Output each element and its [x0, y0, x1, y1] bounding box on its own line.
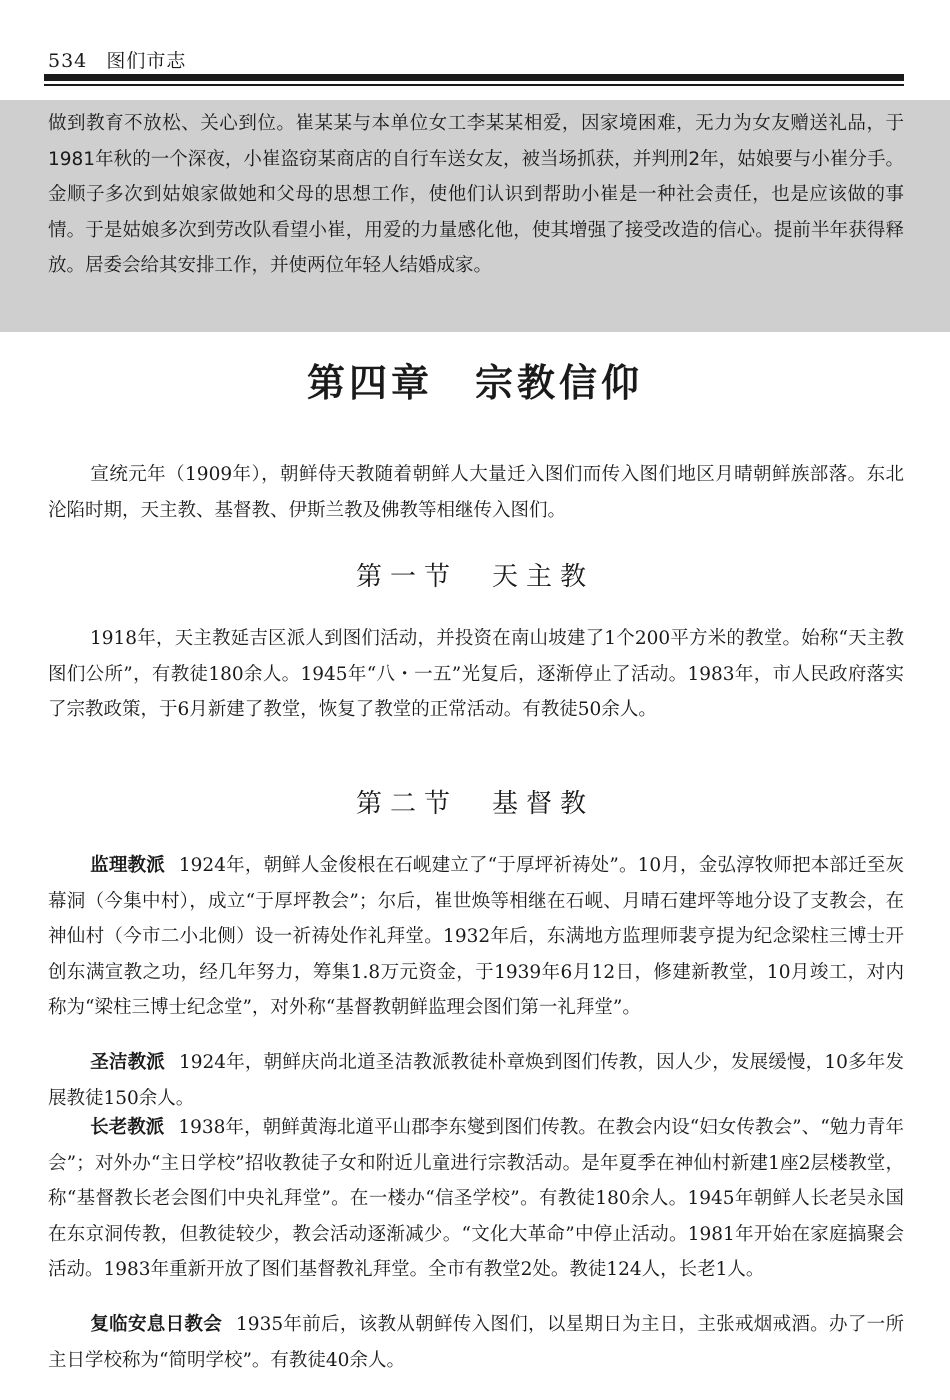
entry-text-adventist: 1935年前后，该教从朝鲜传入图们，以星期日为主日，主张戒烟戒酒。办了一所主日学校称为“简明学校”。有教徒40余人。 [48, 1314, 904, 1371]
chapter-intro-text: 宣统元年（1909年），朝鲜侍天教随着朝鲜人大量迁入图们而传入图们地区月晴朝鲜族部落。东北沦陷时期，天主教、基督教、伊斯兰教及佛教等相继传入图们。 [48, 464, 904, 521]
running-header [48, 46, 186, 73]
entry-lead-presbyterian: 长老教派 [90, 1117, 165, 1138]
section-title-catholicism: 第一节 天主教 [355, 562, 594, 592]
page-number: 534 [48, 50, 88, 72]
highlighted-region [0, 100, 950, 332]
section-title-christianity: 第二节 基督教 [355, 789, 594, 819]
entry-adventist [48, 1307, 904, 1378]
chapter-intro-paragraph [48, 457, 904, 528]
entry-text-presbyterian: 1938年，朝鲜黄海北道平山郡李东燮到图们传教。在教会内设“妇女传教会”、“勉力青年会”；对外办“主日学校”招收教徒子女和附近儿童进行宗教活动。是年夏季在神仙村新建1座2层楼教堂，称“基督教长老会图们中央礼拜堂”。在一楼办“信圣学校”。有教徒180余人。1945年朝鲜人长老吴永国在东京洞传教，但教徒较少，教会活动逐渐减少。“文化大革命”中停止活动。1981年开始在家庭搞聚会活动。1983年重新开放了图们基督教礼拜堂。全市有教堂2处。教徒124人，长老1人。 [48, 1117, 904, 1280]
entry-lead-adventist: 复临安息日教会 [90, 1314, 223, 1335]
entry-methodist [48, 848, 904, 1026]
entry-text-methodist: 1924年，朝鲜人金俊根在石岘建立了“于厚坪祈祷处”。10月，金弘淳牧师把本部迁至灰幕洞（今集中村），成立“于厚坪教会”；尔后，崔世焕等相继在石岘、月晴石建坪等地分设了支教会，在神仙村（今市二小北侧）设一祈祷处作礼拜堂。1932年后，东满地方监理师裴亨提为纪念梁柱三博士开创东满宣教之功，经几年努力，筹集1.8万元资金，于1939年6月12日，修建新教堂，10月竣工，对内称为“梁柱三博士纪念堂”，对外称“基督教朝鲜监理会图们第一礼拜堂”。 [48, 855, 904, 1018]
chapter-title: 第四章 宗教信仰 [306, 360, 643, 405]
entry-lead-methodist: 监理教派 [90, 855, 165, 876]
section1-text: 1918年，天主教延吉区派人到图们活动，并投资在南山坡建了1个200平方米的教堂。始称“天主教图们公所”，有教徒180余人。1945年“八・一五”光复后，逐渐停止了活动。1983年，市人民政府落实了宗教政策，于6月新建了教堂，恢复了教堂的正常活动。有教徒50余人。 [48, 628, 904, 720]
entry-lead-holiness: 圣洁教派 [90, 1052, 165, 1073]
continued-paragraph: 做到教育不放松、关心到位。崔某某与本单位女工李某某相爱，因家境困难，无力为女友赠送礼品，于1981年秋的一个深夜，小崔盗窃某商店的自行车送女友，被当场抓获，并判刑2年，姑娘要与小崔分手。金顺子多次到姑娘家做她和父母的思想工作，使他们认识到帮助小崔是一种社会责任，也是应该做的事情。于是姑娘多次到劳改队看望小崔，用爱的力量感化他，使其增强了接受改造的信心。提前半年获得释放。居委会给其安排工作，并使两位年轻人结婚成家。 [48, 113, 904, 276]
book-title: 图们市志 [106, 50, 187, 72]
entry-text-holiness: 1924年，朝鲜庆尚北道圣洁教派教徒朴章焕到图们传教，因人少，发展缓慢，10多年发展教徒150余人。 [48, 1052, 904, 1109]
header-rule-thick [44, 74, 904, 81]
section1-paragraph [48, 621, 904, 728]
entry-holiness [48, 1045, 904, 1116]
header-rule-thin [44, 84, 904, 86]
entry-presbyterian [48, 1110, 904, 1288]
